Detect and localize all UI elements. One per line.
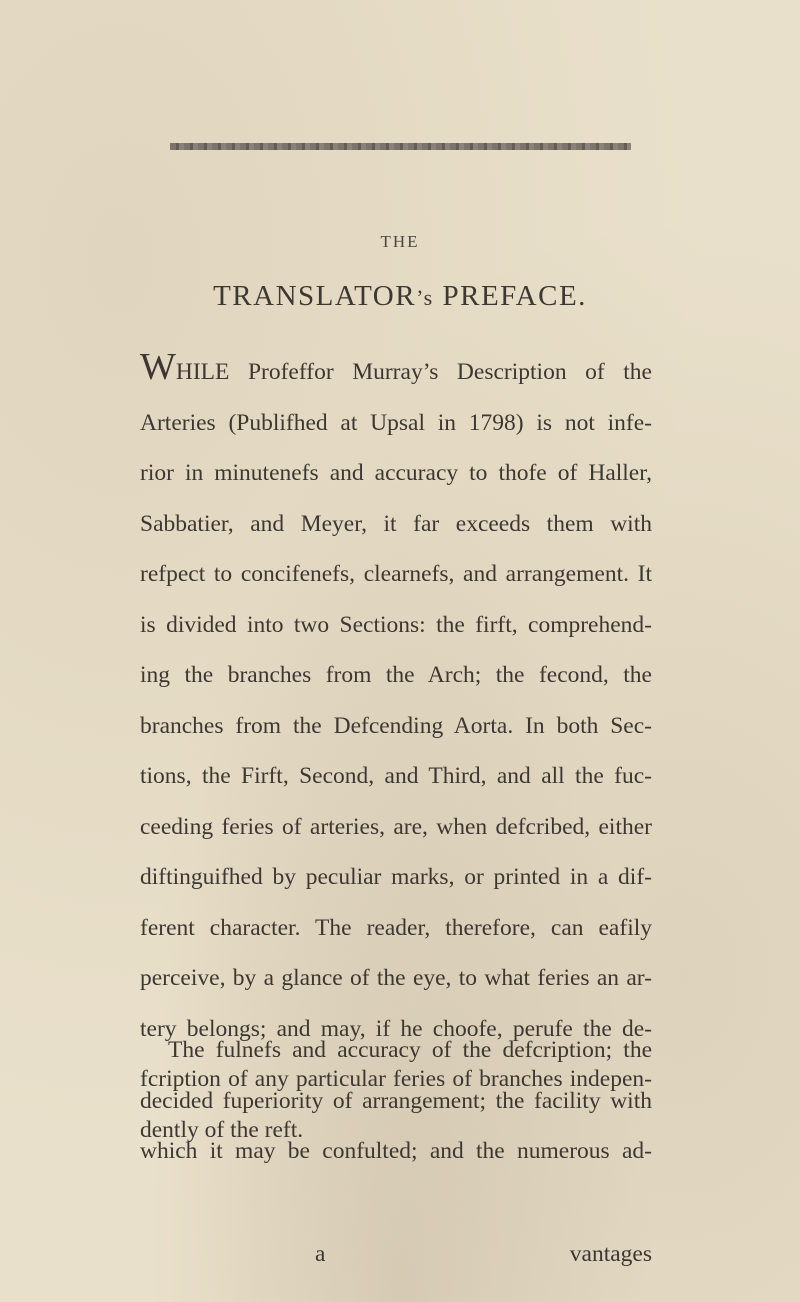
ornamental-rule (170, 143, 631, 150)
text-line: ferent character. The reader, therefore, can eafily (140, 914, 652, 941)
text-line: perceive, by a glance of the eye, to what feries an ar- (140, 965, 652, 991)
text-line: ing the branches from the Arch; the fecond, the (140, 662, 652, 688)
text-line: fcription of any particular feries of branches indepen- (140, 1066, 652, 1092)
text-line: diftinguifhed by peculiar marks, or printed in a dif- (140, 864, 652, 890)
text-line: decided fuperiority of arrangement; the facility with (140, 1087, 652, 1114)
text-line: tery belongs; and may, if he choofe, perufe the de- (140, 1015, 652, 1042)
text-line: refpect to concifenefs, clearnefs, and arrangement. It (140, 561, 652, 587)
catchword: vantages (569, 1241, 652, 1267)
signature-mark: a (315, 1241, 326, 1267)
page-title (0, 280, 800, 313)
title-end: PREFACE. (442, 280, 587, 312)
paragraph-2 (140, 1025, 652, 1177)
text-line: rior in minutenefs and accuracy to thofe of Haller, (140, 460, 652, 486)
text-line: tions, the Firft, Second, and Third, and all the fuc- (140, 763, 652, 789)
heading-the: THE (380, 232, 420, 251)
text-line: which it may be confulted; and the numerous ad- (140, 1138, 652, 1164)
page-footer (140, 1241, 652, 1281)
drop-cap: W (140, 346, 176, 388)
title-main: TRANSLATOR (213, 280, 417, 312)
title-possessive: ’s (416, 285, 434, 310)
text-line: branches from the Defcending Aorta. In both Sec- (140, 712, 652, 739)
text-line: is divided into two Sections: the firft, comprehend- (140, 611, 652, 638)
text-line: The fulnefs and accuracy of the defcription; the (168, 1037, 652, 1063)
text-line-content: HILE Profeffor Murray’s Description of the (175, 359, 652, 385)
text-line (140, 347, 652, 398)
text-line: Sabbatier, and Meyer, it far exceeds them with (140, 510, 652, 537)
text-line: Arteries (Publifhed at Upsal in 1798) is not infe- (140, 409, 652, 436)
text-line: ceeding feries of arteries, are, when defcribed, either (140, 813, 652, 840)
text-line: dently of the reft. (140, 1116, 304, 1143)
